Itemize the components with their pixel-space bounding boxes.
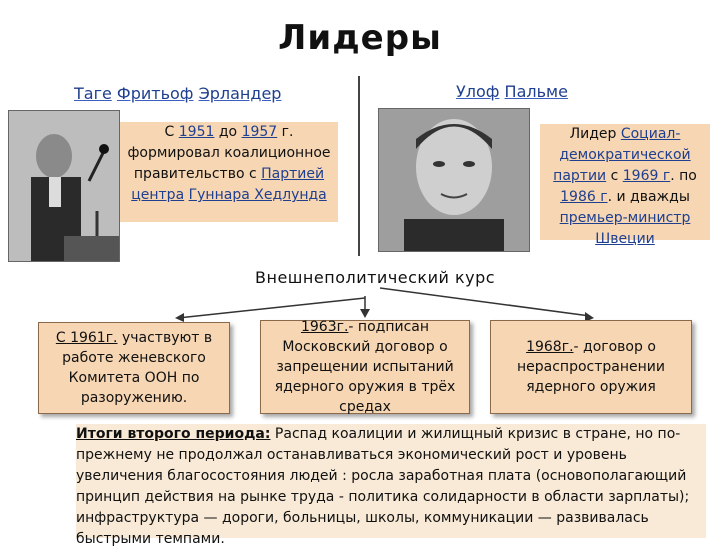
year-link[interactable]: 1951 (178, 124, 215, 140)
erlander-bio: С 1951 до 1957 г. формировал коалиционное правительство с Партией центра Гуннара Хедлунда (120, 122, 338, 222)
palme-bio: Лидер Социал-демократической партии с 1969 г. по 1986 г. и дважды премьер-министр Швеции (540, 124, 710, 240)
year-link[interactable]: 1957 (241, 124, 278, 140)
name-part[interactable]: Фритьоф (116, 84, 194, 103)
name-part[interactable]: Пальме (504, 82, 568, 101)
name-part[interactable]: Таге (74, 84, 112, 103)
period-summary (76, 424, 706, 547)
name-part[interactable]: Эрландер (198, 84, 282, 103)
year-link[interactable]: 1986 г (560, 189, 608, 205)
event-box-1961: С 1961г. участвуют в работе женевского Комитета ООН по разоружению. (38, 322, 230, 414)
person-link[interactable]: Гуннара Хедлунда (188, 187, 327, 203)
party-link[interactable]: Партией центра (131, 166, 325, 203)
summary-text: Распад коалиции и жилищный кризис в стране, но по-прежнему не продолжал останавливаться экономический рост и уровень увеличения благосостояния людей : росла заработная плата (основополагающий принцип действия на рынке труда - политика солидарности в области зарплаты); инфраструктура — дороги, больницы, школы, коммуникации — развивалась быстрыми темпами. (76, 426, 690, 547)
year-link[interactable]: 1969 г (622, 168, 671, 184)
summary-label: Итоги второго периода: (76, 426, 271, 442)
page-title: Лидеры (278, 18, 442, 58)
event-box-1963: 1963г.- подписан Московский договор о запрещении испытаний ядерного оружия в трёх средах (260, 320, 470, 414)
foreign-policy-title: Внешнеполитический курс (255, 268, 496, 287)
role-link[interactable]: премьер-министр Швеции (559, 210, 691, 247)
party-link[interactable]: Социал-демократической партии (553, 126, 691, 184)
name-part[interactable]: Улоф (456, 82, 500, 101)
event-box-1968: 1968г.- договор о нераспространении ядерного оружия (490, 320, 692, 414)
